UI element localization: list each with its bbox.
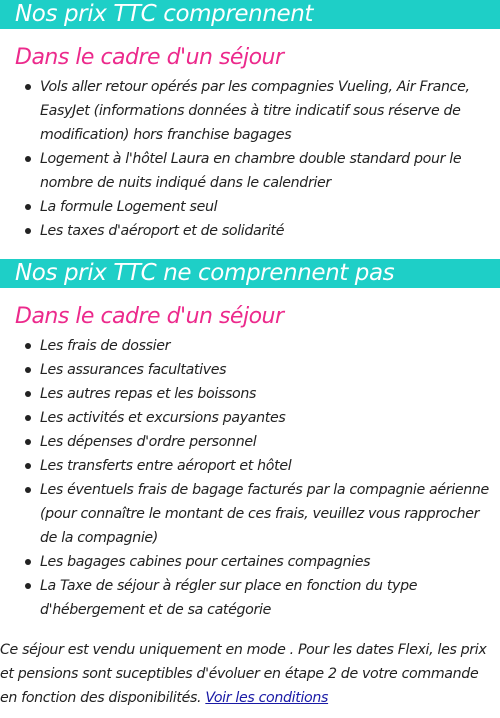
bullet-icon (25, 487, 31, 493)
bullet-icon (25, 559, 31, 565)
excluded-title: Nos prix TTC ne comprennent pas (15, 260, 395, 286)
list-item: La Taxe de séjour à régler sur place en fonction du type d'hébergement et de sa catégorie (0, 574, 500, 622)
list-item: Les frais de dossier (0, 334, 500, 358)
included-title: Nos prix TTC comprennent (15, 1, 314, 27)
excluded-header (0, 259, 500, 288)
excluded-list (0, 334, 500, 622)
list-item: Vols aller retour opérés par les compagnies Vueling, Air France, EasyJet (informations données à titre indicatif sous réserve de modification) hors franchise bagages (0, 75, 500, 147)
bullet-icon (25, 415, 31, 421)
bullet-icon (25, 228, 31, 234)
list-item: Les autres repas et les boissons (0, 382, 500, 406)
list-item: Les taxes d'aéroport et de solidarité (0, 219, 500, 243)
list-item: Logement à l'hôtel Laura en chambre double standard pour le nombre de nuits indiqué dans le calendrier (0, 147, 500, 195)
list-item: Les dépenses d'ordre personnel (0, 430, 500, 454)
list-item: Les bagages cabines pour certaines compagnies (0, 550, 500, 574)
bullet-icon (25, 343, 31, 349)
bullet-icon (25, 439, 31, 445)
conditions-link[interactable]: Voir les conditions (205, 690, 329, 706)
bullet-icon (25, 84, 31, 90)
excluded-subtitle: Dans le cadre d'un séjour (15, 304, 284, 329)
bullet-icon (25, 204, 31, 210)
included-section (0, 0, 500, 243)
excluded-section (0, 259, 500, 622)
bullet-icon (25, 463, 31, 469)
footer-note (0, 638, 500, 710)
list-item: Les éventuels frais de bagage facturés par la compagnie aérienne (pour connaître le montant de ces frais, veuillez vous rapprocher de la compagnie) (0, 478, 500, 550)
list-item: Les transferts entre aéroport et hôtel (0, 454, 500, 478)
list-item: Les assurances facultatives (0, 358, 500, 382)
included-list (0, 75, 500, 243)
included-header (0, 0, 500, 29)
bullet-icon (25, 583, 31, 589)
list-item: Les activités et excursions payantes (0, 406, 500, 430)
list-item: La formule Logement seul (0, 195, 500, 219)
bullet-icon (25, 367, 31, 373)
bullet-icon (25, 391, 31, 397)
footer-text: Ce séjour est vendu uniquement en mode . Pour les dates Flexi, les prix et pensions sont suceptibles d'évoluer en étape 2 de votre commande en fonction des disponibilités. (0, 642, 487, 706)
bullet-icon (25, 156, 31, 162)
included-subtitle: Dans le cadre d'un séjour (15, 45, 284, 70)
